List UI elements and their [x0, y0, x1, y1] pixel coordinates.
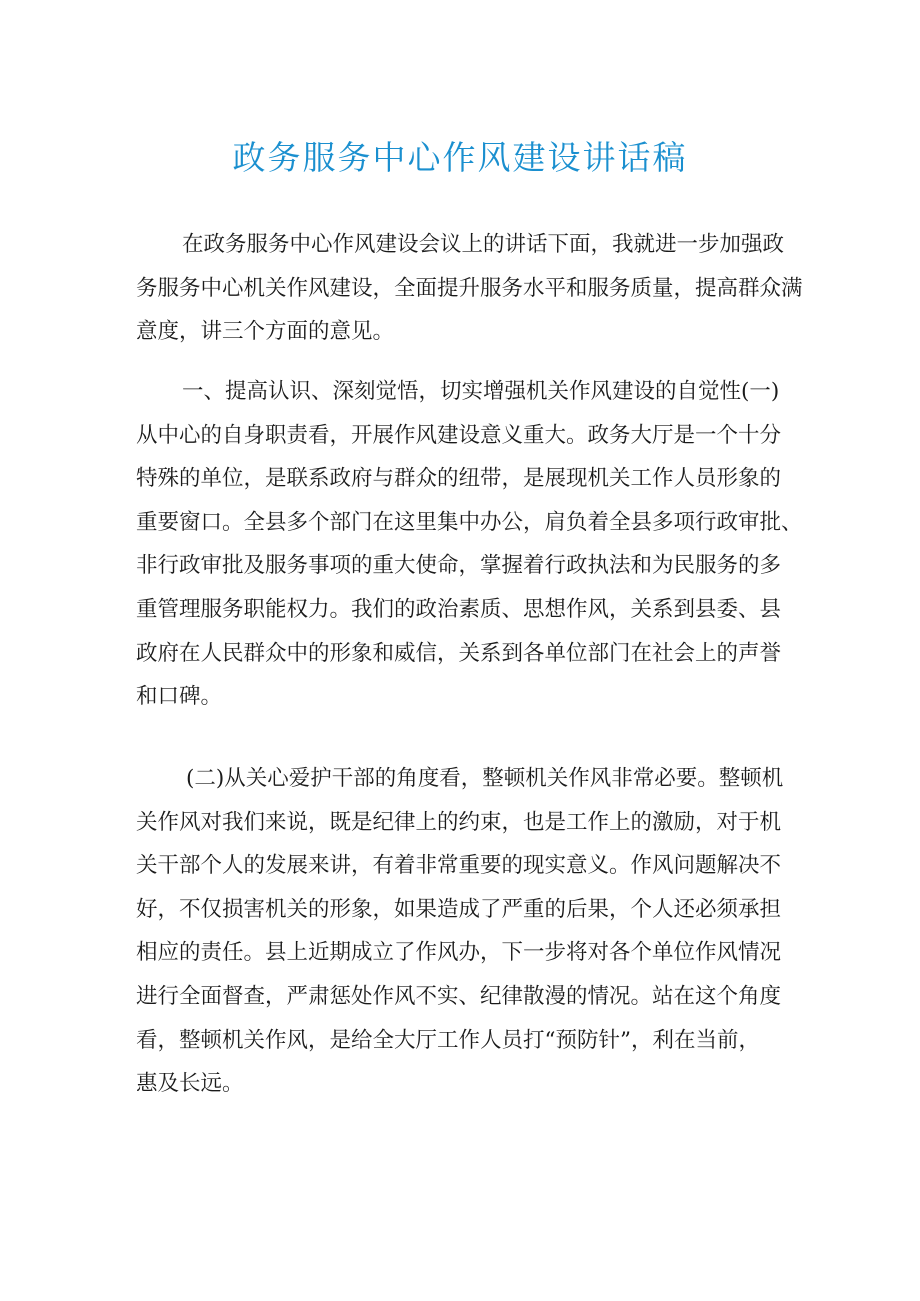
paragraph-line: (二)从关心爱护干部的角度看，整顿机关作风非常必要。整顿机: [186, 766, 784, 791]
paragraph-line: 相应的责任。县上近期成立了作风办，下一步将对各个单位作风情况: [136, 940, 782, 966]
paragraph-line: 政府在人民群众中的形象和威信，关系到各单位部门在社会上的声誉: [136, 640, 782, 666]
paragraph-line: 进行全面督查，严肃惩处作风不实、纪律散漫的情况。站在这个角度: [136, 983, 782, 1009]
paragraph-line: 非行政审批及服务事项的重大使命，掌握着行政执法和为民服务的多: [136, 553, 782, 579]
paragraph-line: 重管理服务职能权力。我们的政治素质、思想作风，关系到县委、县: [136, 596, 782, 622]
paragraph-line: 从中心的自身职责看，开展作风建设意义重大。政务大厅是一个十分: [136, 422, 782, 448]
paragraph-line: 好，不仅损害机关的形象，如果造成了严重的后果，个人还必须承担: [136, 896, 782, 922]
paragraph-line: 重要窗口。全县多个部门在这里集中办公，肩负着全县多项行政审批、: [136, 509, 803, 535]
paragraph-line: 关作风对我们来说，既是纪律上的约束，也是工作上的激励，对于机: [136, 809, 782, 835]
paragraph-line: 一、提高认识、深刻觉悟，切实增强机关作风建设的自觉性(一): [182, 379, 780, 404]
paragraph-line: 特殊的单位，是联系政府与群众的纽带，是展现机关工作人员形象的: [136, 466, 782, 492]
paragraph-section-two: [136, 757, 788, 1106]
document-title: 政务服务中心作风建设讲话稿: [232, 138, 688, 177]
paragraph-line: 和口碑。: [136, 684, 223, 710]
paragraph-line: 惠及长远。: [136, 1071, 244, 1097]
paragraph-section-one: [136, 370, 803, 719]
paragraph-line: 意度，讲三个方面的意见。: [136, 319, 395, 345]
paragraph-intro: [136, 223, 803, 354]
paragraph-line: 务服务中心机关作风建设，全面提升服务水平和服务质量，提高群众满: [136, 275, 803, 301]
paragraph-line: 看，整顿机关作风，是给全大厅工作人员打“预防针”，利在当前，: [136, 1027, 760, 1053]
paragraph-line: 关干部个人的发展来讲，有着非常重要的现实意义。作风问题解决不: [136, 853, 782, 879]
paragraph-line: 在政务服务中心作风建设会议上的讲话下面，我就进一步加强政: [182, 232, 785, 257]
